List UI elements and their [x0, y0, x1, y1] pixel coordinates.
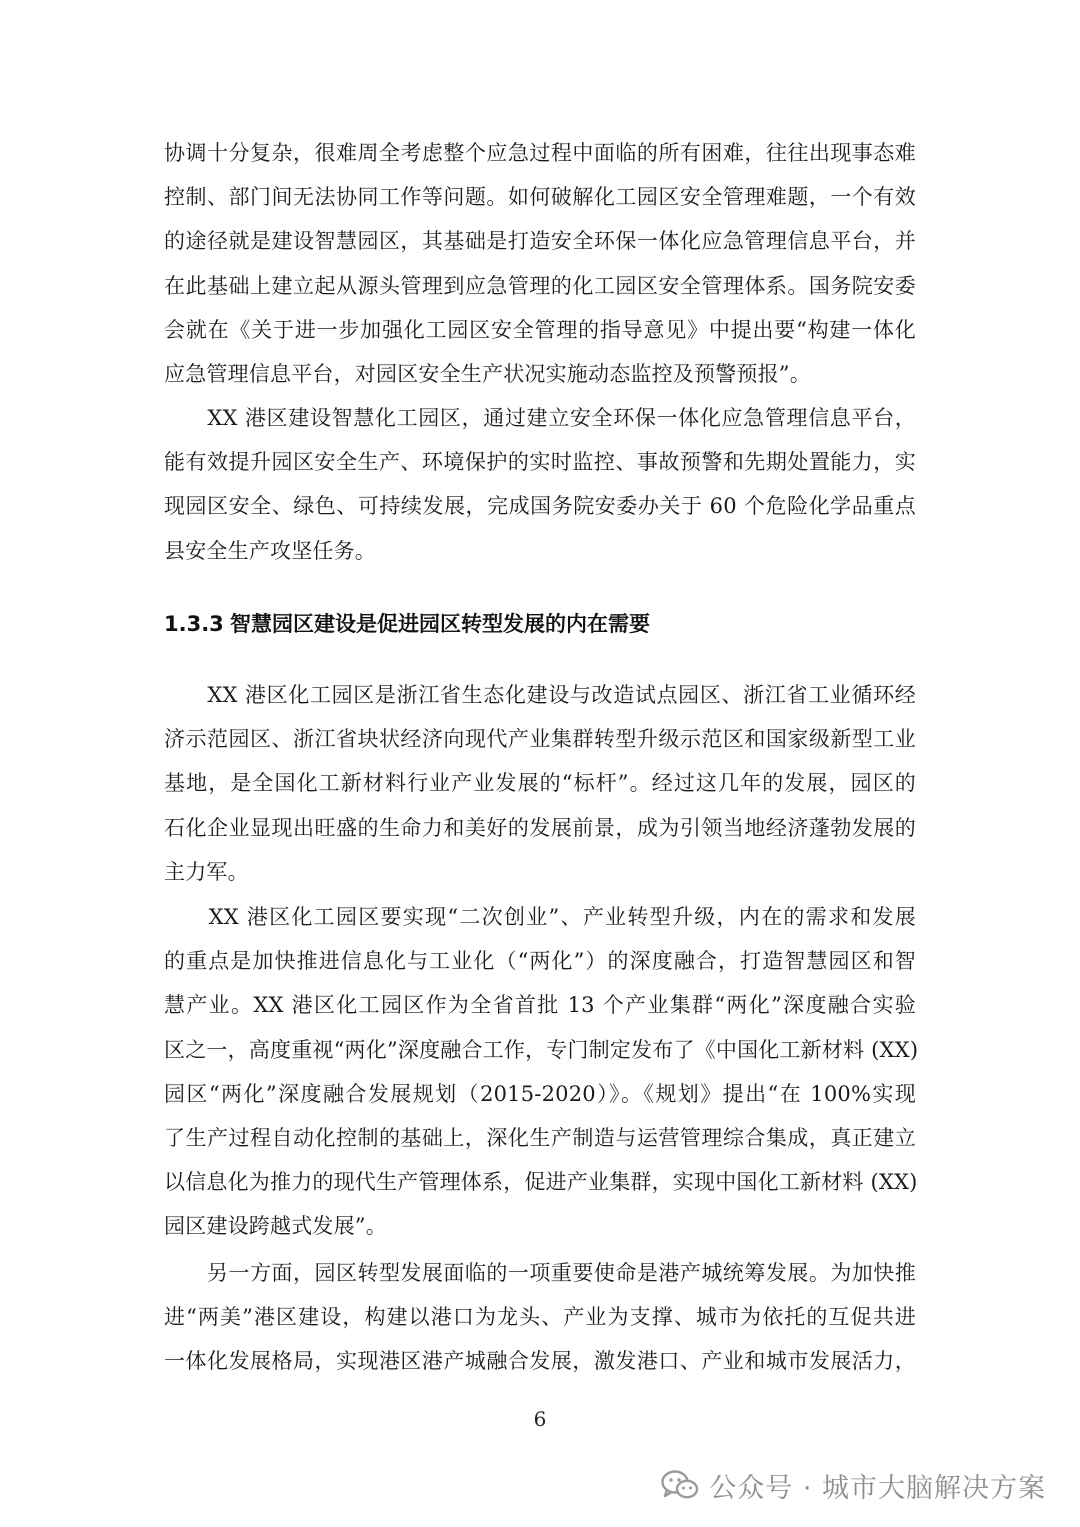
- text-line: 会就在《关于进一步加强化工园区安全管理的指导意见》中提出要“构建一体化: [164, 317, 916, 342]
- text-line: 石化企业显现出旺盛的生命力和美好的发展前景，成为引领当地经济蓬勃发展的: [164, 815, 916, 840]
- text-line: 区之一，高度重视“两化”深度融合工作，专门制定发布了《中国化工新材料 (XX): [164, 1037, 919, 1062]
- text-line: 应急管理信息平台，对园区安全生产状况实施动态监控及预警预报”。: [164, 362, 811, 387]
- text-line: 慧产业。XX 港区化工园区作为全省首批 13 个产业集群“两化”深度融合实验: [164, 993, 916, 1018]
- watermark: [661, 1462, 1046, 1508]
- paragraph-4: [164, 895, 919, 1249]
- text-line: 另一方面，园区转型发展面临的一项重要使命是港产城统筹发展。为加快推: [164, 1261, 916, 1285]
- text-line: 一体化发展格局，实现港区港产城融合发展，激发港口、产业和城市发展活力，: [164, 1349, 916, 1374]
- text-line: XX 港区建设智慧化工园区，通过建立安全环保一体化应急管理信息平台，: [164, 406, 916, 430]
- section-heading: [164, 606, 650, 642]
- text-line: 县安全生产攻坚任务。: [164, 538, 376, 563]
- text-line: 基地，是全国化工新材料行业产业发展的“标杆”。经过这几年的发展，园区的: [164, 771, 916, 796]
- text-line: 控制、部门间无法协同工作等问题。如何破解化工园区安全管理难题，一个有效: [164, 185, 916, 210]
- paragraph-5: [164, 1251, 916, 1384]
- text-line: 的重点是加快推进信息化与工业化（“两化”）的深度融合，打造智慧园区和智: [164, 949, 916, 974]
- text-line: XX 港区化工园区是浙江省生态化建设与改造试点园区、浙江省工业循环经: [164, 683, 916, 707]
- text-line: 进“两美”港区建设，构建以港口为龙头、产业为支撑、城市为依托的互促共进: [164, 1305, 916, 1330]
- text-line: 园区建设跨越式发展”。: [164, 1214, 387, 1239]
- text-line: 了生产过程自动化控制的基础上，深化生产制造与运营管理综合集成，真正建立: [164, 1126, 916, 1151]
- text-line: 济示范园区、浙江省块状经济向现代产业集群转型升级示范区和国家级新型工业: [164, 727, 916, 752]
- text-line: 园区“两化”深度融合发展规划（2015-2020）》。《规划》提出“在 100%实现: [164, 1081, 916, 1106]
- text-line: 能有效提升园区安全生产、环境保护的实时监控、事故预警和先期处置能力，实: [164, 450, 916, 475]
- wechat-icon: [661, 1469, 699, 1501]
- text-line: 的途径就是建设智慧园区，其基础是打造安全环保一体化应急管理信息平台，并: [164, 229, 916, 254]
- text-line: 在此基础上建立起从源头管理到应急管理的化工园区安全管理体系。国务院安委: [164, 273, 916, 298]
- text-line: 协调十分复杂，很难周全考虑整个应急过程中面临的所有困难，往往出现事态难: [164, 141, 916, 165]
- text-line: XX 港区化工园区要实现“二次创业”、产业转型升级，内在的需求和发展: [164, 905, 916, 929]
- text-line: 主力军。: [164, 859, 249, 884]
- section-number: 1.3.3: [164, 612, 224, 636]
- text-line: 现园区安全、绿色、可持续发展，完成国务院安委办关于 60 个危险化学品重点: [164, 494, 916, 519]
- paragraph-1: [164, 131, 916, 396]
- paragraph-3: [164, 673, 916, 894]
- paragraph-2: [164, 396, 916, 573]
- text-line: 以信息化为推力的现代生产管理体系，促进产业集群，实现中国化工新材料 (XX): [164, 1170, 918, 1195]
- page-number: 6: [533, 1407, 547, 1431]
- section-title: 智慧园区建设是促进园区转型发展的内在需要: [230, 612, 650, 636]
- watermark-text: 公众号 · 城市大脑解决方案: [709, 1472, 1046, 1504]
